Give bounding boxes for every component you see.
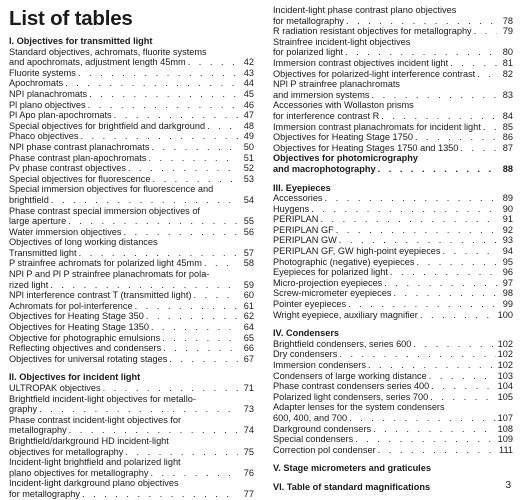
toc-entry[interactable] [9,258,254,269]
leader-dots [413,339,495,350]
leader-dots [477,69,497,80]
entry-title: for metallography [9,488,80,499]
leader-dots [128,163,238,174]
toc-entry[interactable] [273,267,513,278]
left-sections [9,36,254,500]
entry-page-number: 103 [497,370,513,381]
entry-title: rized light [9,279,49,290]
toc-entry[interactable] [273,349,513,360]
toc-entry[interactable] [273,143,513,154]
entry-page-number: 62 [243,311,254,322]
entry-title: Brightfield incident-light objectives for metallo- [9,393,196,404]
toc-entry[interactable] [9,227,254,238]
entry-title: Objectives of long working distances [9,237,158,248]
entry-page-number: 56 [243,226,254,237]
entry-title: Pl Apo plan-apochromats [9,110,112,121]
page-number: 3 [505,480,511,491]
leader-dots [368,360,496,371]
entry-page-number: 102 [497,338,513,349]
entry-title: Phase contrast special immersion objectives of [9,205,200,216]
entry-page-number: 42 [243,57,254,68]
toc-entry[interactable] [9,163,254,174]
toc-entry[interactable] [273,235,513,246]
entry-title: Objectives for Heating Stage 350 [9,311,144,322]
toc-entry[interactable] [273,339,513,350]
leader-dots [373,424,496,435]
entry-title: ULTROPAK objectives [9,383,101,393]
entry-page-number: 100 [497,309,513,320]
entry-page-number: 102 [497,349,513,360]
entry-title: Fluorite systems [9,67,76,78]
entry-title: 600, 400, and 700 [273,412,348,423]
entry-title: PERIPLAN GW [273,235,337,246]
leader-dots [148,153,238,164]
entry-title: Apochromats [9,78,64,89]
section-heading: III. Eyepieces [273,182,331,193]
toc-entry[interactable] [273,26,513,37]
toc-entry[interactable] [9,383,254,394]
section-heading: I. Objectives for transmitted light [9,36,153,46]
entry-title: Special objectives for brightfield and darkground [9,120,206,131]
toc-entry[interactable] [273,122,513,133]
leader-dots [151,142,238,153]
toc-entry[interactable] [273,392,513,403]
toc-entry[interactable] [9,354,254,365]
entry-page-number: 102 [497,360,513,370]
entry-page-number: 49 [243,131,254,142]
leader-dots [483,122,497,133]
toc-entry[interactable] [9,269,254,290]
entry-page-number: 65 [243,332,254,343]
entry-page-number: 61 [243,300,254,311]
leader-dots [68,216,238,227]
entry-page-number: 52 [243,163,254,174]
leader-dots [372,90,498,101]
entry-page-number: 53 [243,173,254,184]
entry-page-number: 87 [502,142,513,153]
leader-dots [80,131,238,142]
entry-page-number: 86 [502,132,513,143]
entry-title: PERIPLAN [273,214,319,225]
entry-page-number: 43 [243,67,254,78]
entry-title: NPI planachromats [9,88,88,99]
leader-dots [204,258,238,269]
entry-title: Objectives for Heating Stage 1750 [273,132,413,143]
toc-entry[interactable] [273,225,513,236]
toc-entry[interactable] [9,47,254,68]
entry-title: for metallography [273,15,344,26]
entry-page-number: 75 [243,446,254,457]
leader-dots [390,267,497,278]
leader-dots [125,447,238,458]
leader-dots [339,235,497,246]
entry-page-number: 78 [502,15,513,26]
leader-dots [88,100,238,111]
toc-section [273,482,513,493]
entry-title: Special condensers [273,434,354,445]
leader-dots [355,434,495,445]
toc-section [9,36,254,364]
toc-entry[interactable] [9,290,254,301]
entry-title: plano objectives for metallography [9,467,149,478]
leader-dots [381,111,497,122]
entry-page-number: 50 [243,141,254,152]
toc-entry[interactable] [9,174,254,185]
toc-entry[interactable] [273,58,513,69]
toc-entry[interactable] [9,68,254,79]
toc-entry[interactable] [9,343,254,354]
entry-title: Phaco objectives [9,131,79,142]
entry-title: NPl P and Pl P strainfree planachromats for pola- [9,269,210,280]
entry-page-number: 89 [502,193,513,204]
entry-page-number: 66 [243,343,254,354]
entry-title: Immersion contrast objectives incident light [273,57,449,68]
right-column [273,5,513,493]
entry-title: Water immersion objectives [9,226,122,237]
leader-dots [384,278,497,289]
leader-dots [135,301,238,312]
entry-title: for interference contrast R [273,110,380,121]
entry-title: Pv phase contrast objectives [9,163,126,174]
entry-page-number: 74 [243,425,254,436]
entry-title: large aperture [9,216,67,227]
toc-entry[interactable] [9,457,254,478]
entry-page-number: 93 [502,235,513,246]
toc-entry[interactable] [273,132,513,143]
entry-title: Brightfield condensers, series 600 [273,338,412,349]
toc-entry[interactable] [9,131,254,142]
leader-dots [336,225,497,236]
left-column [9,0,254,500]
toc-entry[interactable] [9,78,254,89]
entry-title: Screw-micrometer eyepieces [273,288,392,299]
entry-title: NPl phase contrast planachromats [9,141,150,152]
entry-title: Phase contrast plan-apochromats [9,152,147,163]
leader-dots [162,333,238,344]
entry-page-number: 98 [502,288,513,299]
entry-page-number: 67 [243,353,254,364]
entry-title: Immersion contrast planachromats for incident light [273,121,481,132]
entry-page-number: 82 [502,68,513,79]
page-title: List of tables [9,7,133,30]
toc-entry[interactable] [273,257,513,268]
toc-entry[interactable] [9,153,254,164]
entry-page-number: 105 [497,391,513,402]
leader-dots [429,371,496,382]
entry-title: PERIPLAN GF, GW high-point eyepieces [273,246,441,257]
entry-page-number: 88 [502,163,513,174]
toc-entry[interactable] [9,311,254,322]
entry-title: Brightfield/darkground HD incident-light [9,435,169,446]
entry-title: R radiation resistant objectives for metallography [273,26,472,37]
entry-page-number: 83 [502,89,513,100]
toc-entry[interactable] [273,402,513,423]
leader-dots [150,468,238,479]
toc-entry[interactable] [9,184,254,205]
entry-page-number: 97 [502,277,513,288]
entry-title: for polarized light [273,47,343,58]
entry-page-number: 71 [243,383,254,393]
toc-section [273,183,513,321]
entry-title: graphy [9,404,38,415]
entry-page-number: 92 [502,224,513,235]
leader-dots [474,26,497,37]
leader-dots [415,132,497,143]
entry-title: Transmitted light [9,247,77,258]
entry-page-number: 99 [502,299,513,310]
leader-dots [124,227,239,238]
entry-title: Phase contrast condensers series 400 [273,381,430,392]
entry-title: NPl interference contrast T (transmitted light) [9,290,192,301]
entry-title: Incident-light brightfield and polarized light [9,457,181,468]
entry-title: Dry condensers [273,349,338,360]
entry-title: Photographic (negative) eyepieces [273,256,415,267]
entry-title: Correction pol condenser [273,444,376,455]
entry-page-number: 108 [497,423,513,434]
leader-dots [114,110,238,121]
toc-entry[interactable] [9,415,254,436]
entry-title: Huygens [273,203,310,214]
toc-section [9,372,254,499]
leader-dots [320,214,497,225]
toc-entry[interactable] [9,142,254,153]
entry-title: metallography [9,425,67,436]
entry-title: and immersion systems [273,89,370,100]
toc-entry[interactable] [273,214,513,225]
entry-title: Micro-projection eyepieces [273,277,383,288]
entry-title: Objectives for photomicrography [273,153,418,164]
entry-title: Polarized light condensers, series 700 [273,391,429,402]
toc-entry[interactable] [273,69,513,80]
entry-title: Reflecting objectives and condensers [9,343,162,354]
entry-page-number: 76 [243,467,254,478]
entry-page-number: 46 [243,99,254,110]
toc-entry[interactable] [273,204,513,215]
entry-page-number: 91 [502,214,513,225]
entry-title: PERIPLAN GF [273,224,334,235]
leader-dots [146,311,238,322]
toc-section [273,5,513,175]
entry-title: and macrophotography [273,163,376,174]
toc-entry[interactable] [273,288,513,299]
entry-title: P strainfree achromats for polarized light 45mm [9,258,202,269]
entry-page-number: 58 [243,258,254,269]
leader-dots [450,58,497,69]
toc-entry[interactable] [273,278,513,289]
entry-page-number: 111 [499,444,513,455]
toc-entry[interactable] [9,333,254,344]
leader-dots [78,68,238,79]
toc-entry[interactable] [9,301,254,312]
toc-entry[interactable] [9,100,254,111]
entry-page-number: 107 [497,412,513,423]
entry-page-number: 51 [243,152,254,163]
leader-dots [89,89,238,100]
entry-page-number: 73 [243,404,254,415]
leader-dots [346,16,497,27]
entry-title: Condensers of large working distance [273,370,427,381]
toc-entry[interactable] [273,193,513,204]
leader-dots [311,204,497,215]
entry-page-number: 59 [243,279,254,290]
leader-dots [50,280,238,291]
entry-title: and apochromats, adjustment length 45mm [9,57,186,68]
entry-title: Adapter lenses for the system condensers [273,402,445,413]
entry-title: objectives for metallography [9,446,124,457]
leader-dots [39,404,238,415]
entry-title: Strainfree incident-light objectives [273,36,411,47]
entry-page-number: 96 [502,267,513,278]
leader-dots [103,383,238,394]
entry-title: Phase contrast incident-light objectives for [9,414,182,425]
entry-page-number: 94 [502,246,513,257]
section-heading: II. Objectives for incident light [9,372,141,383]
entry-page-number: 95 [502,256,513,267]
entry-page-number: 90 [502,203,513,214]
entry-page-number: 104 [497,381,513,392]
entry-page-number: 45 [243,88,254,99]
entry-title: Eyepieces for polarized light [273,267,388,278]
entry-page-number: 54 [243,194,254,205]
leader-dots [51,195,238,206]
section-heading: IV. Condensers [273,328,340,339]
entry-title: Accessories [273,193,323,204]
toc-entry[interactable] [9,110,254,121]
entry-page-number: 48 [243,120,254,131]
entry-title: Objectives for universal rotating stages [9,353,168,364]
entry-title: Incident-light darkground plano objectives [9,478,179,489]
toc-section [273,328,513,455]
toc-entry[interactable] [273,299,513,310]
entry-title: Darkground condensers [273,423,372,434]
leader-dots [378,445,497,456]
entry-page-number: 80 [502,47,513,58]
entry-title: Objectives for Heating Stages 1750 and 1350 [273,142,459,153]
entry-title: NPl P strainfree planachromats [273,79,400,90]
toc-entry[interactable] [9,436,254,457]
entry-title: Standard objectives, achromats, fluorite systems [9,46,207,57]
leader-dots [79,248,238,259]
toc-entry[interactable] [273,246,513,257]
entry-title: Accessories with Wollaston prisms [273,100,414,111]
entry-page-number: 47 [243,110,254,121]
leader-dots [348,299,497,310]
toc-entry[interactable] [273,37,513,58]
toc-entry[interactable] [273,360,513,371]
toc-entry[interactable] [9,394,254,415]
section-heading: VI. Table of standard magnifications [273,481,431,492]
leader-dots [430,392,495,403]
entry-page-number: 60 [243,290,254,301]
toc-entry[interactable] [273,424,513,435]
leader-dots [443,246,498,257]
leader-dots [169,354,238,365]
entry-title: Special objectives for fluorescence [9,173,151,184]
entry-page-number: 64 [243,322,254,333]
leader-dots [378,164,497,175]
right-sections [273,5,513,493]
entry-page-number: 79 [502,26,513,37]
toc-entry[interactable] [9,322,254,333]
toc-entry[interactable] [273,445,513,456]
entry-page-number: 84 [502,110,513,121]
entry-page-number: 81 [502,57,513,68]
leader-dots [393,288,497,299]
entry-title: Objectives for Heating Stage 1350 [9,322,149,333]
toc-entry[interactable] [273,434,513,445]
entry-title: Objectives for polarized-light interference contrast [273,68,476,79]
leader-dots [69,425,238,436]
leader-dots [65,78,238,89]
toc-entry[interactable] [9,478,254,499]
leader-dots [163,343,238,354]
toc-entry[interactable] [9,121,254,132]
leader-dots [339,349,495,360]
entry-page-number: 109 [497,434,513,445]
entry-page-number: 44 [243,78,254,89]
entry-title: Immersion condensers [273,360,366,370]
toc-entry[interactable] [9,237,254,258]
entry-title: Pointer eyepieces [273,299,347,310]
toc-entry[interactable] [273,310,513,321]
leader-dots [82,489,238,500]
entry-title: brightfield [9,194,49,205]
entry-title: Objective for photographic emulsions [9,332,161,343]
leader-dots [207,121,238,132]
entry-page-number: 77 [243,488,254,499]
leader-dots [325,193,497,204]
toc-entry[interactable] [273,153,513,174]
entry-title: Achromats for pol-interference [9,300,133,311]
entry-page-number: 57 [243,247,254,258]
leader-dots [345,47,497,58]
entry-page-number: 85 [502,121,513,132]
leader-dots [193,290,238,301]
toc-entry[interactable] [273,100,513,121]
toc-entry[interactable] [273,371,513,382]
toc-entry[interactable] [273,5,513,26]
toc-section [273,463,513,474]
leader-dots [460,143,497,154]
section-heading: V. Stage micrometers and graticules [273,463,431,474]
leader-dots [416,257,497,268]
toc-entry[interactable] [9,89,254,100]
toc-entry[interactable] [9,206,254,227]
leader-dots [152,174,238,185]
leader-dots [431,381,495,392]
toc-entry[interactable] [273,79,513,100]
entry-title: Incident-light phase contrast plano objectives [273,5,457,15]
leader-dots [188,57,238,68]
entry-title: Wright eyepiece, auxiliary magnifier [273,309,418,320]
leader-dots [420,310,496,321]
toc-entry[interactable] [273,381,513,392]
leader-dots [151,322,238,333]
entry-title: Special immersion objectives for fluorescence and [9,184,214,195]
leader-dots [349,413,496,424]
entry-title: Pl plano objectives [9,99,86,110]
entry-page-number: 55 [243,216,254,227]
